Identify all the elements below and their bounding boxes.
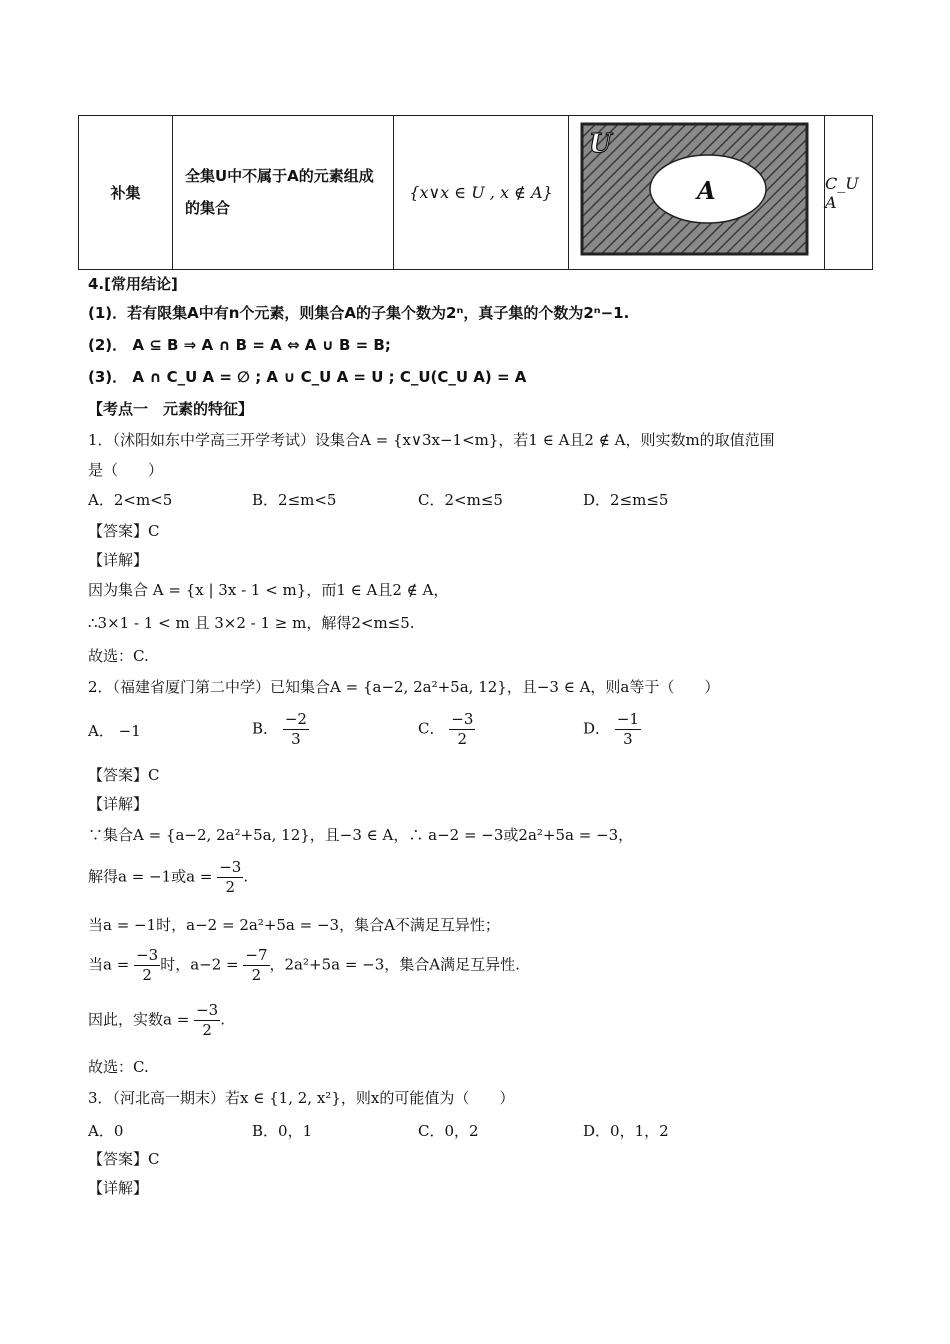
table-cell-venn <box>569 116 825 269</box>
q2-solution-5-post: . <box>220 1010 225 1029</box>
q1-solution-3: 故选：C. <box>88 647 149 665</box>
q3-option-b: B．0，1 <box>252 1122 313 1140</box>
q2-option-b <box>252 710 309 749</box>
complement-table-row <box>78 115 873 270</box>
q2-option-d-label: D． <box>583 719 611 738</box>
q2-solution-5-fraction <box>194 1001 220 1040</box>
q2-solution-4-post: ，2a²+5a = −3，集合A满足互异性. <box>269 955 520 974</box>
q3-detail-heading: 【详解】 <box>88 1179 149 1197</box>
fraction-numerator: −2 <box>284 710 307 728</box>
fraction-denominator: 2 <box>202 1021 212 1039</box>
q2-solution-2-fraction <box>217 858 243 897</box>
q2-solution-5-pre: 因此，实数a = <box>88 1010 190 1029</box>
q2-solution-4-fraction-1 <box>134 946 160 985</box>
q1-answer: 【答案】C <box>88 522 160 540</box>
q2-solution-4 <box>88 946 520 985</box>
conclusions-heading: 4.[常用结论] <box>88 275 178 293</box>
q2-option-a <box>88 720 141 741</box>
q2-solution-4-pre: 当a = <box>88 955 130 974</box>
fraction-denominator: 2 <box>142 966 152 984</box>
fraction-numerator: −3 <box>451 710 474 728</box>
conclusion-3: (3)． A ∩ C_U A = ∅ ; A ∪ C_U A = U ; C_U(C_U A) = A <box>88 368 527 386</box>
q1-option-d: D．2≤m≤5 <box>583 491 669 509</box>
venn-label-a: A <box>697 176 716 205</box>
q3-answer: 【答案】C <box>88 1150 160 1168</box>
q2-stem: 2．（福建省厦门第二中学）已知集合A = {a−2, 2a²+5a, 12}，且−3 ∈ A，则a等于（ ） <box>88 678 720 696</box>
q2-option-a-value: −1 <box>118 722 141 740</box>
fraction-numerator: −1 <box>616 710 639 728</box>
conclusion-1: (1)．若有限集A中有n个元素，则集合A的子集个数为2ⁿ，真子集的个数为2ⁿ−1. <box>88 304 630 322</box>
fraction-denominator: 3 <box>291 730 301 748</box>
fraction-numerator: −7 <box>245 946 268 964</box>
conclusion-2: (2)． A ⊆ B ⇒ A ∩ B = A ⇔ A ∪ B = B; <box>88 336 391 354</box>
q2-detail-heading: 【详解】 <box>88 795 149 813</box>
q1-solution-2: ∴3×1 - 1 < m 且 3×2 - 1 ≥ m，解得2<m≤5. <box>88 614 415 632</box>
q3-option-a: A．0 <box>88 1122 124 1140</box>
fraction-denominator: 2 <box>225 878 236 896</box>
q3-option-d: D．0，1，2 <box>583 1122 669 1140</box>
table-cell-name: 补集 <box>79 116 173 269</box>
q2-solution-1: ∵集合A = {a−2, 2a²+5a, 12}，且−3 ∈ A，∴ a−2 = −3或2a²+5a = −3， <box>88 826 634 844</box>
q2-solution-2-pre: 解得a = −1或a = <box>88 867 213 886</box>
q1-detail-heading: 【详解】 <box>88 551 149 569</box>
q1-stem-line2: 是（ ） <box>88 461 164 479</box>
q2-answer: 【答案】C <box>88 766 160 784</box>
table-cell-notation: {x∨x ∈ U , x ∉ A} <box>394 116 569 269</box>
q1-stem-line1: 1．（沭阳如东中学高三开学考试）设集合A = {x∨3x−1<m}，若1 ∈ A且2 ∉ A，则实数m的取值范围 <box>88 431 775 449</box>
q1-option-a: A．2<m<5 <box>88 491 173 509</box>
q2-solution-2-post: . <box>243 867 249 886</box>
fraction-numerator: −3 <box>196 1001 219 1019</box>
q2-option-b-label: B． <box>252 719 279 738</box>
q2-solution-2 <box>88 858 248 897</box>
q2-option-c-fraction <box>449 710 475 749</box>
q2-solution-5 <box>88 1001 225 1040</box>
q3-option-c: C．0，2 <box>418 1122 479 1140</box>
q1-option-b: B．2≤m<5 <box>252 491 337 509</box>
fraction-denominator: 3 <box>623 730 633 748</box>
q2-option-a-label: A． <box>88 722 114 740</box>
fraction-denominator: 2 <box>251 966 262 984</box>
q2-option-c-label: C． <box>418 719 445 738</box>
q2-solution-4-fraction-2 <box>243 946 269 985</box>
table-cell-description: 全集U中不属于A的元素组成的集合 <box>173 116 394 269</box>
q2-option-b-fraction <box>283 710 309 749</box>
q1-option-c: C．2<m≤5 <box>418 491 503 509</box>
fraction-numerator: −3 <box>219 858 242 876</box>
venn-label-u: U <box>589 129 612 159</box>
table-cell-symbol: C_U A <box>825 173 859 212</box>
q2-option-d-fraction <box>615 710 641 749</box>
q2-solution-4-mid: 时，a−2 = <box>160 955 239 974</box>
q1-solution-1: 因为集合 A = {x | 3x - 1 < m}，而1 ∈ A且2 ∉ A， <box>88 581 449 599</box>
fraction-denominator: 2 <box>457 730 468 748</box>
venn-diagram <box>577 119 809 259</box>
section-heading: 【考点一 元素的特征】 <box>88 400 254 418</box>
q2-solution-3: 当a = −1时，a−2 = 2a²+5a = −3，集合A不满足互异性； <box>88 916 500 934</box>
fraction-numerator: −3 <box>136 946 159 964</box>
q3-stem: 3．（河北高一期末）若x ∈ {1, 2, x²}，则x的可能值为（ ） <box>88 1089 515 1107</box>
q2-solution-6: 故选：C. <box>88 1058 149 1076</box>
q2-option-d <box>583 710 641 749</box>
q2-option-c <box>418 710 475 749</box>
